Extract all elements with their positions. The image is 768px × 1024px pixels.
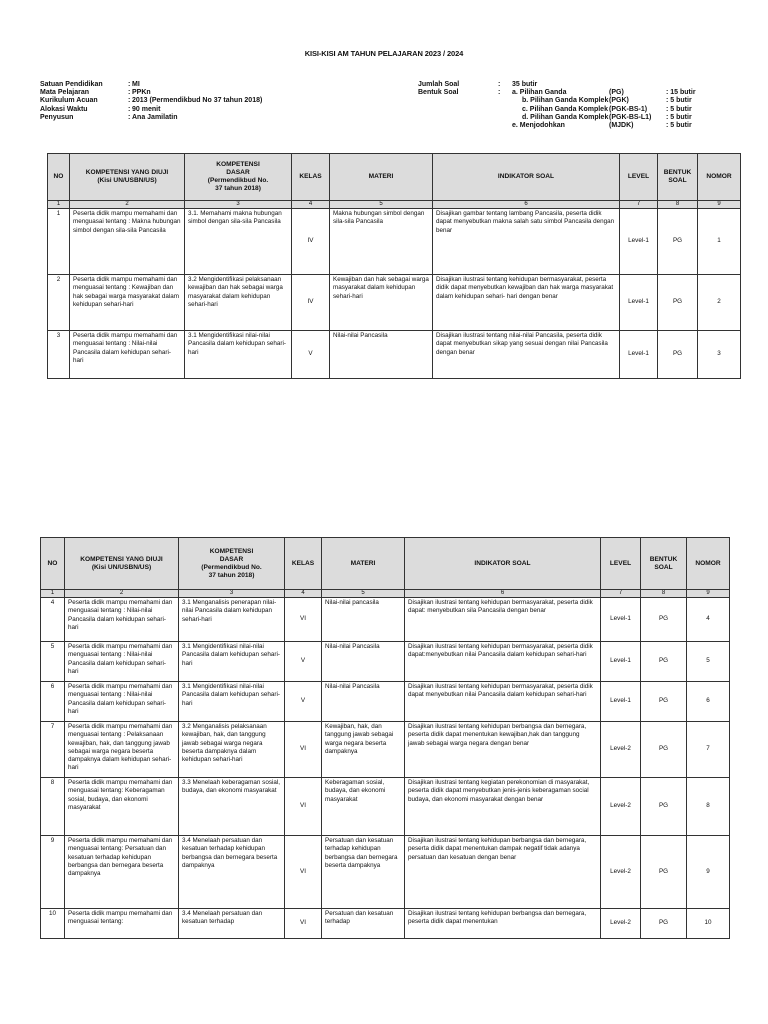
meta-label: Kurikulum Acuan	[40, 97, 98, 105]
column-number-row	[41, 590, 730, 598]
row-number: 4	[41, 598, 65, 642]
header-nomor: NOMOR	[698, 154, 741, 201]
nomor-cell: 2	[698, 275, 741, 331]
header-bentuk-soal: BENTUK SOAL	[658, 154, 698, 201]
header-kompetensi: KOMPETENSI YANG DIUJI (Kisi UN/USBN/US)	[70, 154, 185, 201]
indikator-cell: Disajikan ilustrasi tentang kehidupan berbangsa dan bernegara, peserta didik dapat menentukan kewajiban,hak dan tanggung jawab sebagai warga negara dengan benar	[405, 722, 601, 778]
jumlah-soal-value: 35 butir	[512, 81, 538, 88]
kompetensi-cell: Peserta didik mampu memahami dan menguasai tentang : Kewajiban dan hak sebagai warga masyarakat dalam kehidupan sehari-hari	[70, 275, 185, 331]
meta-row: Alokasi Waktu : 90 menit	[40, 105, 161, 113]
level-cell: Level-1	[601, 642, 641, 682]
indikator-cell: Disajikan ilustrasi tentang nilai-nilai Pancasila, peserta didik dapat menyebutkan sikap yang sesuai dengan nilai Pancasila dengan benar	[433, 331, 620, 379]
table-row	[48, 331, 741, 379]
bentuk-soal-row	[418, 122, 738, 130]
kelas-cell: VI	[285, 836, 322, 909]
meta-row: Kurikulum Acuan : 2013 (Permendikbud No 37 tahun 2018)	[40, 97, 263, 105]
column-number: 5	[322, 590, 405, 598]
meta-label: Alokasi Waktu	[40, 105, 88, 113]
nomor-cell: 5	[687, 642, 730, 682]
jumlah-soal-label: Jumlah Soal	[418, 81, 460, 88]
row-number: 2	[48, 275, 70, 331]
bentuk-soal-row	[418, 114, 738, 122]
materi-cell: Persatuan dan kesatuan terhadap kehidupan berbangsa dan bernegara beserta dampaknya	[322, 836, 405, 909]
header-kelas: KELAS	[292, 154, 330, 201]
header-no: NO	[48, 154, 70, 201]
kelas-cell: V	[292, 331, 330, 379]
indikator-cell: Disajikan ilustrasi tentang kehidupan bermasyarakat, peserta didik dapat menyebutkan kewajiban dan hak warga masyarakat dalam kehidupan sehari- hari dengan benar	[433, 275, 620, 331]
bentuk-soal-code: (PGK)	[609, 97, 629, 105]
bentuk-soal-cell: PG	[641, 682, 687, 722]
kelas-cell: V	[285, 682, 322, 722]
bentuk-soal-cell: PG	[641, 722, 687, 778]
indikator-cell: Disajikan ilustrasi tentang kegiatan perekonomian di masyarakat, peserta didik dapat menyebutkan jenis-jenis keberagaman social budaya, dan ekonomi masyarakat dengan benar	[405, 778, 601, 836]
table-row	[41, 682, 730, 722]
column-number: 9	[687, 590, 730, 598]
materi-cell: Nilai-nilai Pancasila	[322, 642, 405, 682]
header-indikator: INDIKATOR SOAL	[405, 538, 601, 590]
kompetensi-cell: Peserta didik mampu memahami dan menguasai tentang : Nilai-nilai Pancasila dalam kehidupan sehari-hari	[65, 642, 179, 682]
row-number: 3	[48, 331, 70, 379]
meta-row: Satuan Pendidikan : MI	[40, 81, 140, 88]
bentuk-soal-count: : 5 butir	[666, 105, 692, 113]
kompetensi-dasar-cell: 3.1 Mengidentifikasi nilai-nilai Pancasila dalam kehidupan sehari-hari	[185, 331, 292, 379]
bentuk-soal-type: c. Pilihan Ganda Komplek	[522, 105, 608, 113]
materi-cell: Keberagaman sosial, budaya, dan ekonomi masyarakat	[322, 778, 405, 836]
column-number: 6	[405, 590, 601, 598]
meta-value: 2013 (Permendikbud No 37 tahun 2018)	[132, 97, 263, 105]
bentuk-soal-cell: PG	[641, 642, 687, 682]
nomor-cell: 7	[687, 722, 730, 778]
kompetensi-cell: Peserta didik mampu memahami dan menguasai tentang:	[65, 909, 179, 939]
kelas-cell: V	[285, 642, 322, 682]
bentuk-soal-type: d. Pilihan Ganda Komplek	[522, 113, 609, 121]
document-title: KISI-KISI AM TAHUN PELAJARAN 2023 / 2024	[304, 49, 464, 58]
nomor-cell: 6	[687, 682, 730, 722]
bentuk-soal-cell: PG	[658, 331, 698, 379]
nomor-cell: 10	[687, 909, 730, 939]
bentuk-soal-cell: PG	[641, 598, 687, 642]
bentuk-soal-type: a. Pilihan Ganda	[512, 89, 567, 97]
table-row	[41, 642, 730, 682]
bentuk-soal-row	[418, 97, 738, 105]
kompetensi-dasar-cell: 3.1 Mengidentifikasi nilai-nilai Pancasila dalam kehidupan sehari-hari	[179, 642, 285, 682]
bentuk-soal-count: : 5 butir	[666, 97, 692, 105]
kompetensi-cell: Peserta didik mampu memahami dan menguasai tentang : Nilai-nilai Pancasila dalam kehidupan sehari-hari	[65, 682, 179, 722]
table-row	[41, 836, 730, 909]
header-no: NO	[41, 538, 65, 590]
kompetensi-dasar-cell: 3.4 Menelaah persatuan dan kesatuan terhadap kehidupan berbangsa dan bernegara beserta dampaknya	[179, 836, 285, 909]
bentuk-soal-cell: PG	[641, 909, 687, 939]
indikator-cell: Disajikan ilustrasi tentang kehidupan bermasyarakat, peserta didik dapat:menyebutkan nilai Pancasila dalam kehidupan sehari-hari	[405, 642, 601, 682]
header-kelas: KELAS	[285, 538, 322, 590]
kelas-cell: IV	[292, 209, 330, 275]
indikator-cell: Disajikan gambar tentang lambang Pancasila, peserta didik dapat menyebutkan makna salah satu simbol Pancasila dengan benar	[433, 209, 620, 275]
column-number: 5	[330, 201, 433, 209]
header-kompetensi-dasar: KOMPETENSI DASAR (Permendikbud No. 37 tahun 2018)	[185, 154, 292, 201]
bentuk-soal-row: Bentuk Soal : a. Pilihan Ganda (PG) : 15 butir	[418, 89, 738, 97]
kompetensi-dasar-cell: 3.2 Mengidentifikasi pelaksanaan kewajiban dan hak sebagai warga masyarakat dalam kehidupan sehari-hari	[185, 275, 292, 331]
column-number: 8	[658, 201, 698, 209]
kompetensi-dasar-cell: 3.3 Menelaah keberagaman sosial, budaya, dan ekonomi masyarakat	[179, 778, 285, 836]
nomor-cell: 4	[687, 598, 730, 642]
row-number: 8	[41, 778, 65, 836]
kelas-cell: VI	[285, 722, 322, 778]
column-number: 1	[48, 201, 70, 209]
kisi-kisi-table-1	[47, 153, 741, 379]
column-number-row	[48, 201, 741, 209]
column-number: 4	[285, 590, 322, 598]
level-cell: Level-2	[601, 778, 641, 836]
bentuk-soal-cell: PG	[641, 836, 687, 909]
meta-value: PPKn	[132, 89, 151, 97]
table-row	[48, 275, 741, 331]
level-cell: Level-2	[601, 836, 641, 909]
kompetensi-dasar-cell: 3.1. Memahami makna hubungan simbol dengan sila-sila Pancasila	[185, 209, 292, 275]
kelas-cell: IV	[292, 275, 330, 331]
row-number: 10	[41, 909, 65, 939]
bentuk-soal-count: : 5 butir	[666, 113, 692, 121]
materi-cell: Nilai-nilai pancasila	[322, 598, 405, 642]
meta-value: Ana Jamilatin	[132, 113, 178, 121]
column-number: 4	[292, 201, 330, 209]
meta-value: 90 menit	[132, 105, 161, 113]
column-number: 3	[179, 590, 285, 598]
column-number: 1	[41, 590, 65, 598]
kompetensi-dasar-cell: 3.4 Menelaah persatuan dan kesatuan terhadap	[179, 909, 285, 939]
column-number: 3	[185, 201, 292, 209]
header-level: LEVEL	[620, 154, 658, 201]
table-row	[41, 598, 730, 642]
bentuk-soal-row	[418, 106, 738, 114]
column-number: 2	[65, 590, 179, 598]
bentuk-soal-code: (PGK-BS-1)	[609, 105, 648, 113]
materi-cell: Persatuan dan kesatuan terhadap	[322, 909, 405, 939]
header-materi: MATERI	[322, 538, 405, 590]
meta-label: Mata Pelajaran	[40, 89, 90, 97]
bentuk-soal-cell: PG	[658, 209, 698, 275]
bentuk-soal-code: (MJDK)	[609, 122, 634, 130]
kisi-kisi-table-2	[40, 537, 730, 939]
level-cell: Level-1	[620, 209, 658, 275]
indikator-cell: Disajikan ilustrasi tentang kehidupan bermasyarakat, peserta didik dapat menyebutkan nilai Pancasila dalam kehidupan sehari-hari	[405, 682, 601, 722]
level-cell: Level-1	[620, 275, 658, 331]
kompetensi-dasar-cell: 3.1 Mengidentifikasi nilai-nilai Pancasila dalam kehidupan sehari-hari	[179, 682, 285, 722]
meta-left	[40, 81, 262, 122]
indikator-cell: Disajikan ilustrasi tentang kehidupan bermasyarakat, peserta didik dapat: menyebutkan sila Pancasila dengan benar	[405, 598, 601, 642]
header-indikator: INDIKATOR SOAL	[433, 154, 620, 201]
level-cell: Level-2	[601, 909, 641, 939]
row-number: 7	[41, 722, 65, 778]
materi-cell: Kewajiban dan hak sebagai warga masyarakat dalam kehidupan sehari-hari	[330, 275, 433, 331]
bentuk-soal-code: (PGK-BS-L1)	[609, 113, 652, 121]
materi-cell: Nilai-nilai Pancasila	[330, 331, 433, 379]
bentuk-soal-cell: PG	[641, 778, 687, 836]
kompetensi-cell: Peserta didik mampu memahami dan menguasai tentang : Nilai-nilai Pancasila dalam kehidupan sehari-hari	[70, 331, 185, 379]
bentuk-soal-type: e. Menjodohkan	[512, 122, 565, 130]
materi-cell: Makna hubungan simbol dengan sila-sila Pancasila	[330, 209, 433, 275]
kelas-cell: VI	[285, 598, 322, 642]
table-row	[48, 209, 741, 275]
table-row	[41, 722, 730, 778]
header-level: LEVEL	[601, 538, 641, 590]
nomor-cell: 8	[687, 778, 730, 836]
nomor-cell: 9	[687, 836, 730, 909]
bentuk-soal-count: : 15 butir	[666, 89, 696, 97]
kompetensi-cell: Peserta didik mampu memahami dan menguasai tentang: Persatuan dan kesatuan terhadap kehidupan berbangsa dan bernegara beserta dampaknya	[65, 836, 179, 909]
row-number: 5	[41, 642, 65, 682]
row-number: 1	[48, 209, 70, 275]
kompetensi-cell: Peserta didik mampu memahami dan menguasai tentang : Pelaksanaan kewajiban, hak, dan tanggung jawab sebagai warga negara beserta dampaknya dalam kehidupan sehari-hari	[65, 722, 179, 778]
meta-label: Penyusun	[40, 113, 74, 121]
row-number: 6	[41, 682, 65, 722]
column-number: 6	[433, 201, 620, 209]
column-number: 8	[641, 590, 687, 598]
table-row	[41, 909, 730, 939]
kelas-cell: VI	[285, 778, 322, 836]
nomor-cell: 1	[698, 209, 741, 275]
level-cell: Level-1	[601, 598, 641, 642]
bentuk-soal-label: Bentuk Soal	[418, 89, 459, 97]
header-bentuk-soal: BENTUK SOAL	[641, 538, 687, 590]
level-cell: Level-1	[620, 331, 658, 379]
header-kompetensi: KOMPETENSI YANG DIUJI (Kisi UN/USBN/US)	[65, 538, 179, 590]
header-kompetensi-dasar: KOMPETENSI DASAR (Permendikbud No. 37 tahun 2018)	[179, 538, 285, 590]
kompetensi-cell: Peserta didik mampu memahami dan menguasai tentang: Keberagaman sosial, budaya, dan ekonomi masyarakat	[65, 778, 179, 836]
column-number: 7	[601, 590, 641, 598]
kompetensi-cell: Peserta didik mampu memahami dan menguasai tentang : Nilai-nilai Pancasila dalam kehidupan sehari-hari	[65, 598, 179, 642]
bentuk-soal-cell: PG	[658, 275, 698, 331]
row-number: 9	[41, 836, 65, 909]
indikator-cell: Disajikan ilustrasi tentang kehidupan berbangsa dan bernegara, peserta didik dapat menentukan	[405, 909, 601, 939]
kompetensi-cell: Peserta didik mampu memahami dan menguasai tentang : Makna hubungan simbol dengan sila-sila Pancasila	[70, 209, 185, 275]
materi-cell: Nilai-nilai Pancasila	[322, 682, 405, 722]
header-materi: MATERI	[330, 154, 433, 201]
bentuk-soal-count: : 5 butir	[666, 122, 692, 130]
table-row	[41, 778, 730, 836]
kompetensi-dasar-cell: 3.1 Menganalisis penerapan nilai-nilai Pancasila dalam kehidupan sehari-hari	[179, 598, 285, 642]
column-number: 9	[698, 201, 741, 209]
nomor-cell: 3	[698, 331, 741, 379]
header-nomor: NOMOR	[687, 538, 730, 590]
meta-label: Satuan Pendidikan	[40, 81, 103, 88]
kompetensi-dasar-cell: 3.2 Menganalisis pelaksanaan kewajiban, hak, dan tanggung jawab sebagai warga negara beserta dampaknya dalam kehidupan sehari-hari	[179, 722, 285, 778]
kelas-cell: VI	[285, 909, 322, 939]
materi-cell: Kewajiban, hak, dan tanggung jawab sebagai warga negara beserta dampaknya	[322, 722, 405, 778]
meta-row: Mata Pelajaran : PPKn	[40, 89, 151, 97]
level-cell: Level-2	[601, 722, 641, 778]
column-number: 7	[620, 201, 658, 209]
bentuk-soal-type: b. Pilihan Ganda Komplek	[522, 97, 609, 105]
indikator-cell: Disajikan ilustrasi tentang kehidupan berbangsa dan bernegara, peserta didik dapat menentukan dampak negatif tidak adanya persatuan dan kesatuan dengan benar	[405, 836, 601, 909]
meta-right: Jumlah Soal : 35 butir Bentuk Soal : a. Pilihan Ganda (PG) : 15 butir b. Pilihan Ganda Komplek (PGK) : 5 butir c. Pilihan Ganda Komplek (PGK-BS-1) : 5 butir d. Pilihan Ganda Komplek (PGK-BS-L1) : 5 butir e. Menjodohkan (MJDK) : 5 butir	[418, 81, 738, 130]
meta-row: Penyusun : Ana Jamilatin	[40, 113, 178, 121]
level-cell: Level-1	[601, 682, 641, 722]
bentuk-soal-code: (PG)	[609, 89, 624, 97]
column-number: 2	[70, 201, 185, 209]
meta-value: MI	[132, 81, 140, 88]
